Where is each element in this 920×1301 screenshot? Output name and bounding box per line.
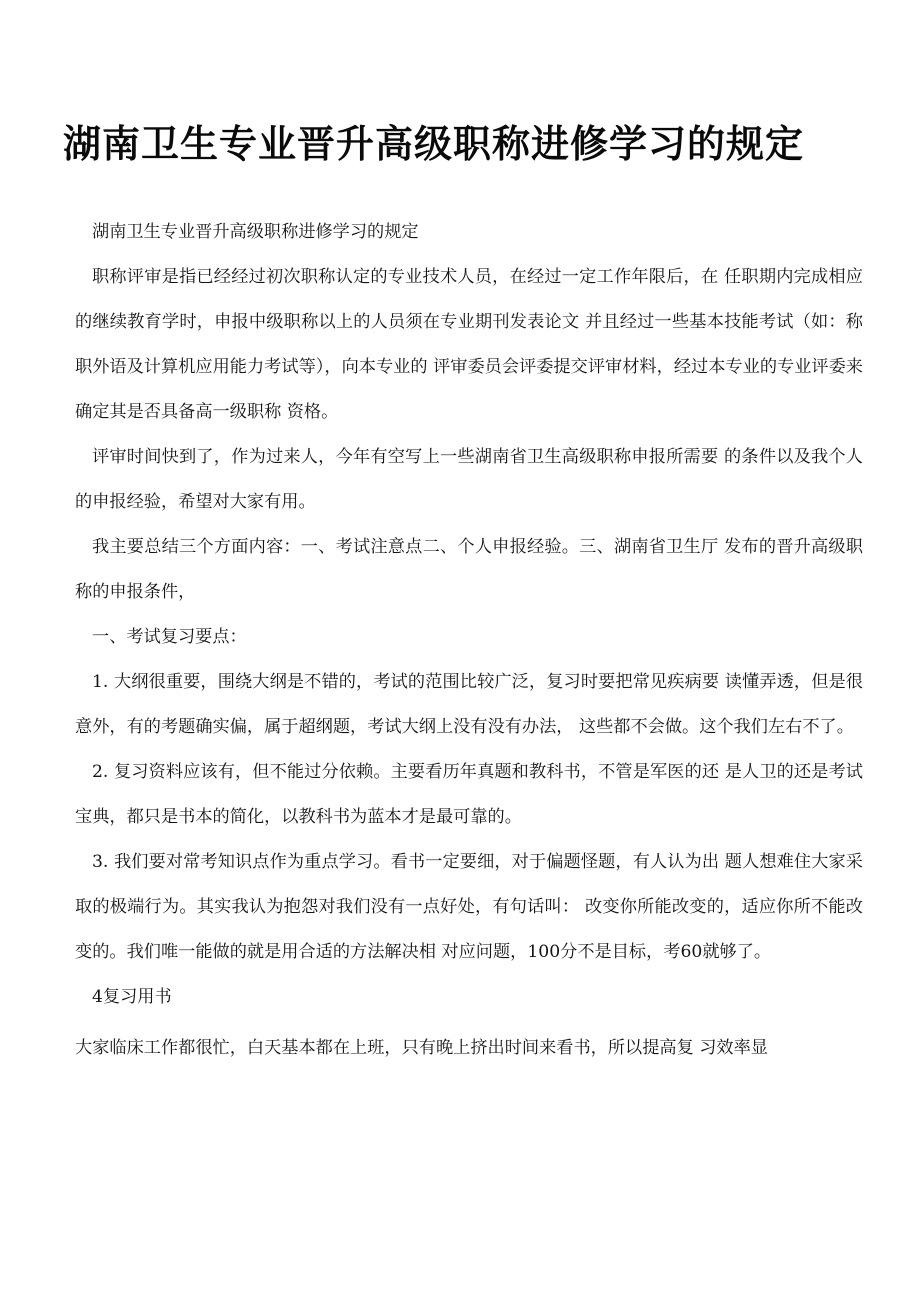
document-title: 湖南卫生专业晋升高级职称进修学习的规定 bbox=[63, 122, 805, 166]
document-body bbox=[75, 210, 863, 1071]
list-item-3: 3. 我们要对常考知识点作为重点学习。看书一定要细，对于偏题怪题，有人认为出 题人想难住大家采取的极端行为。其实我认为抱怨对我们没有一点好处，有句话叫： 改变你所能改变的，适应你所不能改变的。我们唯一能做的就是用合适的方法解决相 对应问题，100分不是目标，考60就够了。 bbox=[75, 852, 863, 962]
paragraph-intro: 职称评审是指已经经过初次职称认定的专业技术人员，在经过一定工作年限后，在 任职期内完成相应的继续教育学时，申报中级职称以上的人员须在专业期刊发表论文 并且经过一些基本技能考试（如：称职外语及计算机应用能力考试等），向本专业的 评审委员会评委提交评审材料，经过本专业的专业评委来确定其是否具备高一级职称 资格。 bbox=[75, 267, 863, 422]
paragraph-timing: 评审时间快到了，作为过来人，今年有空写上一些湖南省卫生高级职称申报所需要 的条件以及我个人的申报经验，希望对大家有用。 bbox=[75, 447, 863, 512]
paragraph-subtitle: 湖南卫生专业晋升高级职称进修学习的规定 bbox=[92, 222, 419, 242]
list-item-1: 1. 大纲很重要，围绕大纲是不错的，考试的范围比较广泛，复习时要把常见疾病要 读懂弄透，但是很意外，有的考题确实偏，属于超纲题，考试大纲上没有没有办法， 这些都不会做。这个我们左右不了。 bbox=[75, 672, 863, 737]
paragraph-summary: 我主要总结三个方面内容：一、考试注意点二、个人申报经验。三、湖南省卫生厅 发布的晋升高级职称的申报条件， bbox=[75, 537, 863, 602]
paragraph-study-books: 大家临床工作都很忙，白天基本都在上班，只有晚上挤出时间来看书，所以提高复 习效率显 bbox=[75, 1038, 768, 1058]
section-heading-exam: 一、考试复习要点： bbox=[92, 627, 247, 647]
list-item-2: 2. 复习资料应该有，但不能过分依赖。主要看历年真题和教科书，不管是军医的还 是人卫的还是考试宝典，都只是书本的简化，以教科书为蓝本才是最可靠的。 bbox=[75, 762, 863, 827]
list-item-4-heading: 4复习用书 bbox=[92, 987, 172, 1007]
